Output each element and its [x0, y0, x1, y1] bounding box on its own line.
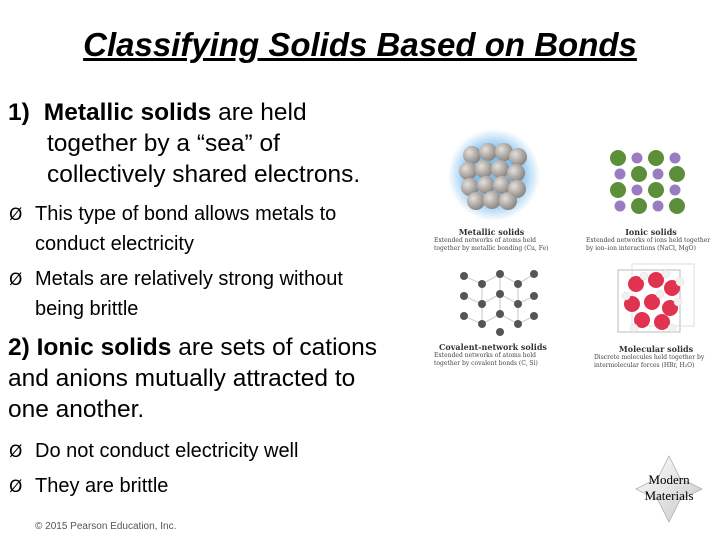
copyright-notice: © 2015 Pearson Education, Inc.	[35, 521, 177, 532]
metallic-term: Metallic solids	[43, 99, 212, 126]
bullet-arrow-icon: Ø	[9, 442, 23, 462]
molecular-solid-illustration	[612, 262, 700, 342]
ionic-panel-line1: Extended networks of ions held together	[586, 237, 711, 244]
anion-sphere	[631, 198, 647, 214]
cation-sphere	[632, 153, 643, 164]
ionic-line2: and anions mutually attracted to	[8, 365, 356, 392]
cation-sphere	[653, 201, 664, 212]
metallic-line2: together by a “sea” of	[47, 130, 280, 157]
anion-sphere	[631, 166, 647, 182]
cation-sphere	[653, 169, 664, 180]
metallic-panel-line1: Extended networks of atoms held	[434, 237, 536, 244]
ionic-panel-line2: by ion–ion interactions (NaCl, MgO)	[586, 244, 696, 252]
ionic-number: 2)	[8, 334, 30, 361]
anion-sphere	[669, 166, 685, 182]
ionic-line1-rest: are sets of cations	[171, 334, 378, 361]
metallic-line1-rest: are held	[211, 99, 307, 126]
metal-bullet-list	[9, 200, 343, 324]
covalent-panel-line1: Extended networks of atoms held	[434, 352, 536, 359]
cation-sphere	[670, 185, 681, 196]
ionic-bullet-1-text: Do not conduct electricity well	[35, 440, 299, 462]
molecular-panel-line2: intermolecular forces (HBr, H₂O)	[594, 361, 695, 369]
metallic-solid-illustration	[444, 125, 544, 225]
cation-sphere	[670, 153, 681, 164]
bullet-arrow-icon: Ø	[9, 270, 23, 290]
metal-bullet-2	[9, 265, 343, 295]
cation-sphere	[615, 201, 626, 212]
ionic-panel-title: Ionic solids	[625, 227, 677, 237]
anion-sphere	[648, 150, 664, 166]
metallic-line3: collectively shared electrons.	[47, 161, 361, 188]
anion-sphere	[669, 198, 685, 214]
bullet-arrow-icon: Ø	[9, 205, 23, 225]
ionic-term: Ionic solids	[36, 334, 172, 361]
ionic-bullet-list	[9, 437, 298, 502]
ionic-bullet-2	[9, 472, 298, 502]
bullet-arrow-icon: Ø	[9, 477, 23, 497]
ionic-line3: one another.	[8, 396, 145, 423]
molecular-panel-caption	[594, 344, 718, 369]
metallic-panel-title: Metallic solids	[458, 227, 525, 237]
metal-bullet-2-line2: being brittle	[35, 298, 139, 320]
anion-sphere	[610, 182, 626, 198]
badge-line2: Materials	[644, 488, 694, 503]
cation-sphere	[632, 185, 643, 196]
metallic-panel-caption	[434, 227, 549, 252]
anion-sphere	[648, 182, 664, 198]
metallic-number: 1)	[8, 99, 30, 126]
metal-bullet-2-line1: Metals are relatively strong without	[35, 268, 343, 290]
metal-bullet-1-line1: This type of bond allows metals to	[35, 203, 337, 225]
cation-sphere	[615, 169, 626, 180]
metal-bullet-1	[9, 200, 343, 230]
metallic-panel-line2: together by metallic bonding (Cu, Fe)	[434, 244, 549, 252]
ionic-solid-illustration	[606, 148, 690, 218]
badge-line1: Modern	[648, 472, 690, 487]
covalent-panel-line2: together by covalent bonds (C, Si)	[434, 359, 538, 367]
ionic-bullet-2-text: They are brittle	[35, 475, 169, 497]
covalent-panel-caption	[434, 342, 552, 367]
slide-title: Classifying Solids Based on Bonds	[83, 26, 637, 63]
ionic-panel-caption	[586, 227, 716, 252]
molecular-panel-line1: Discrete molecules held together by	[594, 354, 705, 361]
ionic-paragraph	[8, 332, 377, 425]
covalent-network-illustration	[452, 262, 544, 340]
molecular-panel-title: Molecular solids	[618, 344, 694, 354]
metal-bullet-1-line2: conduct electricity	[35, 233, 194, 255]
metallic-paragraph	[8, 97, 360, 190]
ionic-bullet-1	[9, 437, 298, 467]
covalent-panel-title: Covalent-network solids	[439, 342, 547, 352]
modern-materials-badge[interactable]	[632, 452, 706, 526]
anion-sphere	[610, 150, 626, 166]
